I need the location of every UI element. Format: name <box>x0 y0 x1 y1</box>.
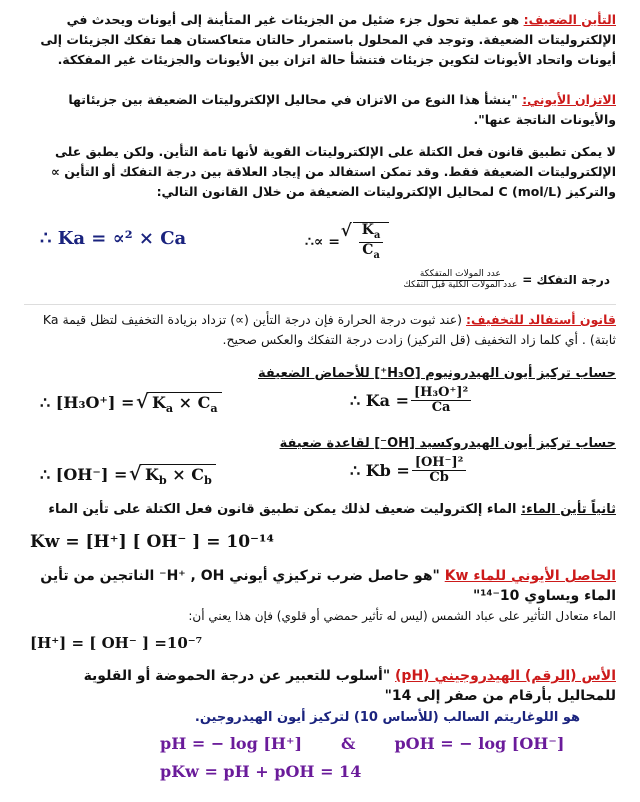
kb-oh-den: Cb <box>429 470 449 486</box>
paragraph-mass-action <box>24 142 616 202</box>
equation-kb-oh <box>350 456 468 486</box>
equation-pkw: pKw = pH + pOH = 14 <box>160 762 362 781</box>
heading-hydronium: حساب تركيز أيون الهيدرونيوم [H₃O⁺] للأحماض الضعيفة <box>258 366 616 381</box>
paragraph-neutral-water: الماء متعادل التأثير على عباد الشمس (ليس له تأثير حمضي أو قلوي) فإن هذا يعني أن: <box>188 609 616 623</box>
text-ostwald: (عند ثبوت درجة الحرارة فإن درجة التأين (∝) تزداد بزيادة التخفيف لتظل قيمة Ka ثابتة) . أي كلما زاد التخفيف (قل التركيز) زادت درجة التفكك والعكس صحيح. <box>42 312 616 347</box>
paragraph-ionic-product <box>24 566 616 606</box>
sqrt-ka-ca <box>353 222 390 261</box>
equation-h-oh-neutral: [H⁺] = [ OH⁻ ] =10⁻⁷ <box>30 634 203 652</box>
kb-oh-num: [OH⁻]² <box>412 456 466 471</box>
heading-hydroxide: حساب تركيز أيون الهيدروكسيد [OH⁻] لقاعدة ضعيفة <box>279 436 616 451</box>
term-ionic-product: الحاصل الأيوني للماء Kw <box>444 568 616 584</box>
equation-oh <box>40 464 216 487</box>
text-ionic-equilibrium: "ينشأ هذا النوع من الاتزان في محاليل الإلكتروليتات الضعيفة بين جزيئاتها والأيونات الناتجة عنها". <box>68 92 616 127</box>
paragraph-ionic-equilibrium <box>24 90 616 130</box>
paragraph-ostwald <box>24 310 616 350</box>
text-ionic-product: "هو حاصل ضرب تركيزي أيوني H⁺ , OH⁻ الناتجين من تأين الماء ويساوي 10⁻¹⁴" <box>40 568 616 604</box>
sqrt-num: √ $K_a$ <box>359 223 384 243</box>
paragraph-weak-ionization <box>24 10 616 70</box>
dissociation-degree <box>398 270 610 291</box>
text-weak-ionization: هو عملية تحول جزء ضئيل من الجزيئات غير المتأينة إلى أيونات ويحدث في الإلكتروليتات الضعيفة. وتوجد في المحلول باستمرار حالتان متعاكستان هما تفكك الجزيئات إلى أيونات واتحاد الأيونات لتكوين جزيئات فتنشأ حالة اتزان بين الأيونات والجزيئات غير المفككة. <box>40 12 616 67</box>
ka-h3o-left: ∴ Ka = <box>350 391 409 411</box>
term-ostwald: قانون أستفالد للتخفيف: <box>466 312 616 327</box>
divider <box>24 304 616 305</box>
text-water-ionization: الماء إلكتروليت ضعيف لذلك يمكن تطبيق قانون فعل الكتلة على تأين الماء <box>48 502 521 517</box>
oh-left: ∴ [OH⁻] = <box>40 465 128 484</box>
equation-h3o <box>40 392 222 415</box>
text-mass-action: لا يمكن تطبيق قانون فعل الكتلة على الإلكتروليتات القوية لأنها تامة التأين. ولكن يطبق على الإلكتروليتات الضعيفة فقط. وقد تمكن استفالد من إيجاد العلاقة بين درجة التفكك أو التأين ∝ والتركيز C (mol/L) لمحاليل الإلكتروليتات الضعيفة من خلال القانون التالي: <box>51 144 616 199</box>
kb-oh-left: ∴ Kb = <box>350 461 410 481</box>
term-water-ionization: ثانياً تأين الماء: <box>520 502 616 517</box>
equation-ph-poh: pH = − log [H⁺] & pOH = − log [OH⁻] <box>160 734 565 753</box>
paragraph-ph-definition: هو اللوغاريتم السالب (للأساس 10) لتركيز أيون الهيدروجين. <box>194 710 580 725</box>
ka-h3o-num: [H₃O⁺]² <box>411 386 471 401</box>
term-ph: الأس (الرقم) الهيدروجيني (pH) <box>395 668 616 684</box>
equation-ka-h3o <box>350 386 473 416</box>
term-ionic-equilibrium: الاتزان الأيوني: <box>522 92 616 107</box>
sqrt-den: $C_a$ <box>362 241 380 261</box>
ka-h3o-den: Ca <box>431 400 451 416</box>
paragraph-ph <box>24 666 616 706</box>
paragraph-water-ionization <box>24 500 616 520</box>
h3o-left: ∴ [H₃O⁺] = <box>40 393 135 412</box>
alpha-prefix: ∴∝ = <box>305 234 340 251</box>
text-ph: "أسلوب للتعبير عن درجة الحموضة أو القلوية للمحاليل بأرقام من صفر إلى 14" <box>83 668 616 704</box>
dissociation-num: عدد المولات المتفككة <box>417 270 504 281</box>
equation-alpha-sqrt <box>305 222 389 261</box>
sqrt-kb-cb: √ $K_b \times C_b$ <box>141 464 216 487</box>
equation-kw: Kw = [H⁺] [ OH⁻ ] = 10⁻¹⁴ <box>30 532 274 552</box>
dissociation-den: عدد المولات الكلية قبل التفكك <box>403 279 518 290</box>
dissociation-label: درجة التفكك = <box>522 273 610 288</box>
sqrt-ka-ca-2: √ $K_a \times C_a$ <box>148 392 222 415</box>
equation-ka-alpha: ∴ Ka = ∝² × Ca <box>40 228 187 249</box>
term-weak-ionization: التأين الضعيف: <box>523 12 616 27</box>
